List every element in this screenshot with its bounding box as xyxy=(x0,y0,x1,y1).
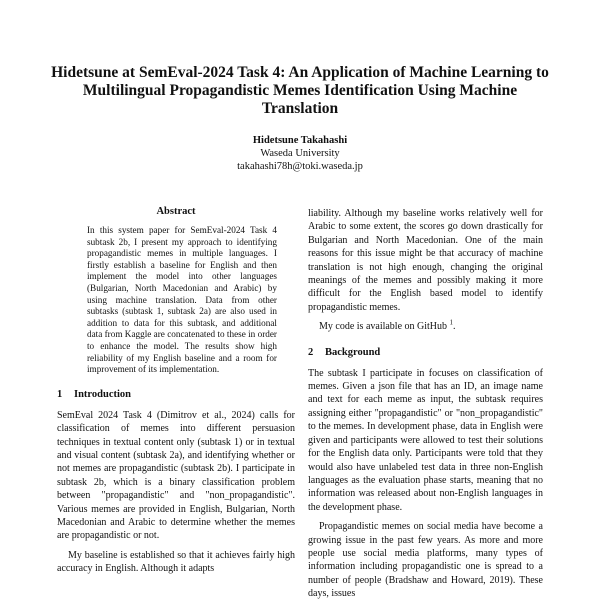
title-line-3: Translation xyxy=(261,100,339,117)
intro-paragraph-continued: liability. Although my baseline works relatively well for Arabic to some extent, the scores go down drastically for Bulgarian and North Macedonian. One of the main reasons for this issue might be that accuracy of machine translation is not high enough, changing the original meanings of the memes and possibly making it more difficult for the English based model to identify propagandistic memes. xyxy=(308,208,543,313)
section-heading-introduction xyxy=(57,388,295,401)
section-heading-background xyxy=(308,346,543,359)
code-note-text: My code is available on GitHub xyxy=(319,321,448,333)
title-line-2: Multilingual Propagandistic Memes Identification Using Machine xyxy=(82,82,518,99)
author-email: takahashi78h@toki.waseda.jp xyxy=(237,161,363,172)
footnote-marker: 1 xyxy=(449,318,454,327)
intro-paragraph-2: My baseline is established so that it achieves fairly high accuracy in English. Although it adapts xyxy=(57,549,295,575)
author-name: Hidetsune Takahashi xyxy=(252,135,348,146)
section-title: Background xyxy=(325,346,381,358)
author-affiliation: Waseda University xyxy=(260,148,340,159)
paper-title xyxy=(40,64,560,118)
code-availability-note xyxy=(308,320,543,333)
background-paragraph-2: Propagandistic memes on social media have become a growing issue in the past few years. As more and more people use social media platforms, many types of information including propagandistic one is spread to a number of people (Bradshaw and Howard, 2019). These days, issues xyxy=(308,521,543,600)
intro-paragraph-1: SemEval 2024 Task 4 (Dimitrov et al., 2024) calls for classification of memes into different persuasion techniques in textual content only (subtask 1) or in textual and visual content (subtask 2a), and identifying whether or not memes are propagandistic (subtask 2b). I participate in subtask 2b, which is a binary classification problem between "propagandistic" and "non_propagandistic". Various memes are provided in English, Bulgarian, North Macedonian and Arabic to determine whether the memes are propagandistic or not. xyxy=(57,409,295,542)
section-title: Introduction xyxy=(74,388,131,400)
right-column xyxy=(308,207,543,601)
abstract-text: In this system paper for SemEval-2024 Task 4 subtask 2b, I present my approach to identifying propagandistic memes in multiple languages. I firstly establish a baseline for English and then implement the model into other languages (Bulgarian, North Macedonian and Arabic) by using machine translation. Data from other subtasks (subtask 1, subtask 2a) are also used in addition to data for this subtask, and additional data from Kaggle are concatenated to these in order to enhance the model. The results show high reliability of my English baseline and a room for improvement of its implementation. xyxy=(87,225,277,375)
section-number: 1 xyxy=(57,388,63,400)
left-column xyxy=(57,205,295,576)
section-number: 2 xyxy=(308,346,314,358)
abstract-heading: Abstract xyxy=(156,206,196,217)
background-paragraph-1: The subtask I participate in focuses on classification of memes. Given a json file that has an ID, an image name and text for each meme as input, the subtask requires assigning either "propagandistic" or "non_propagandistic" to the memes. In development phase, data in English were given and participants were allowed to test their solutions for the English data only. Participants were told that they would also have unlabeled test data in three non-English languages as the evaluation phase starts, meaning that no information was released about non-English languages in the development phase. xyxy=(308,367,543,513)
title-line-1: Hidetsune at SemEval-2024 Task 4: An Application of Machine Learning to xyxy=(51,64,549,81)
code-note-end: . xyxy=(453,321,456,333)
author-block xyxy=(100,134,500,173)
